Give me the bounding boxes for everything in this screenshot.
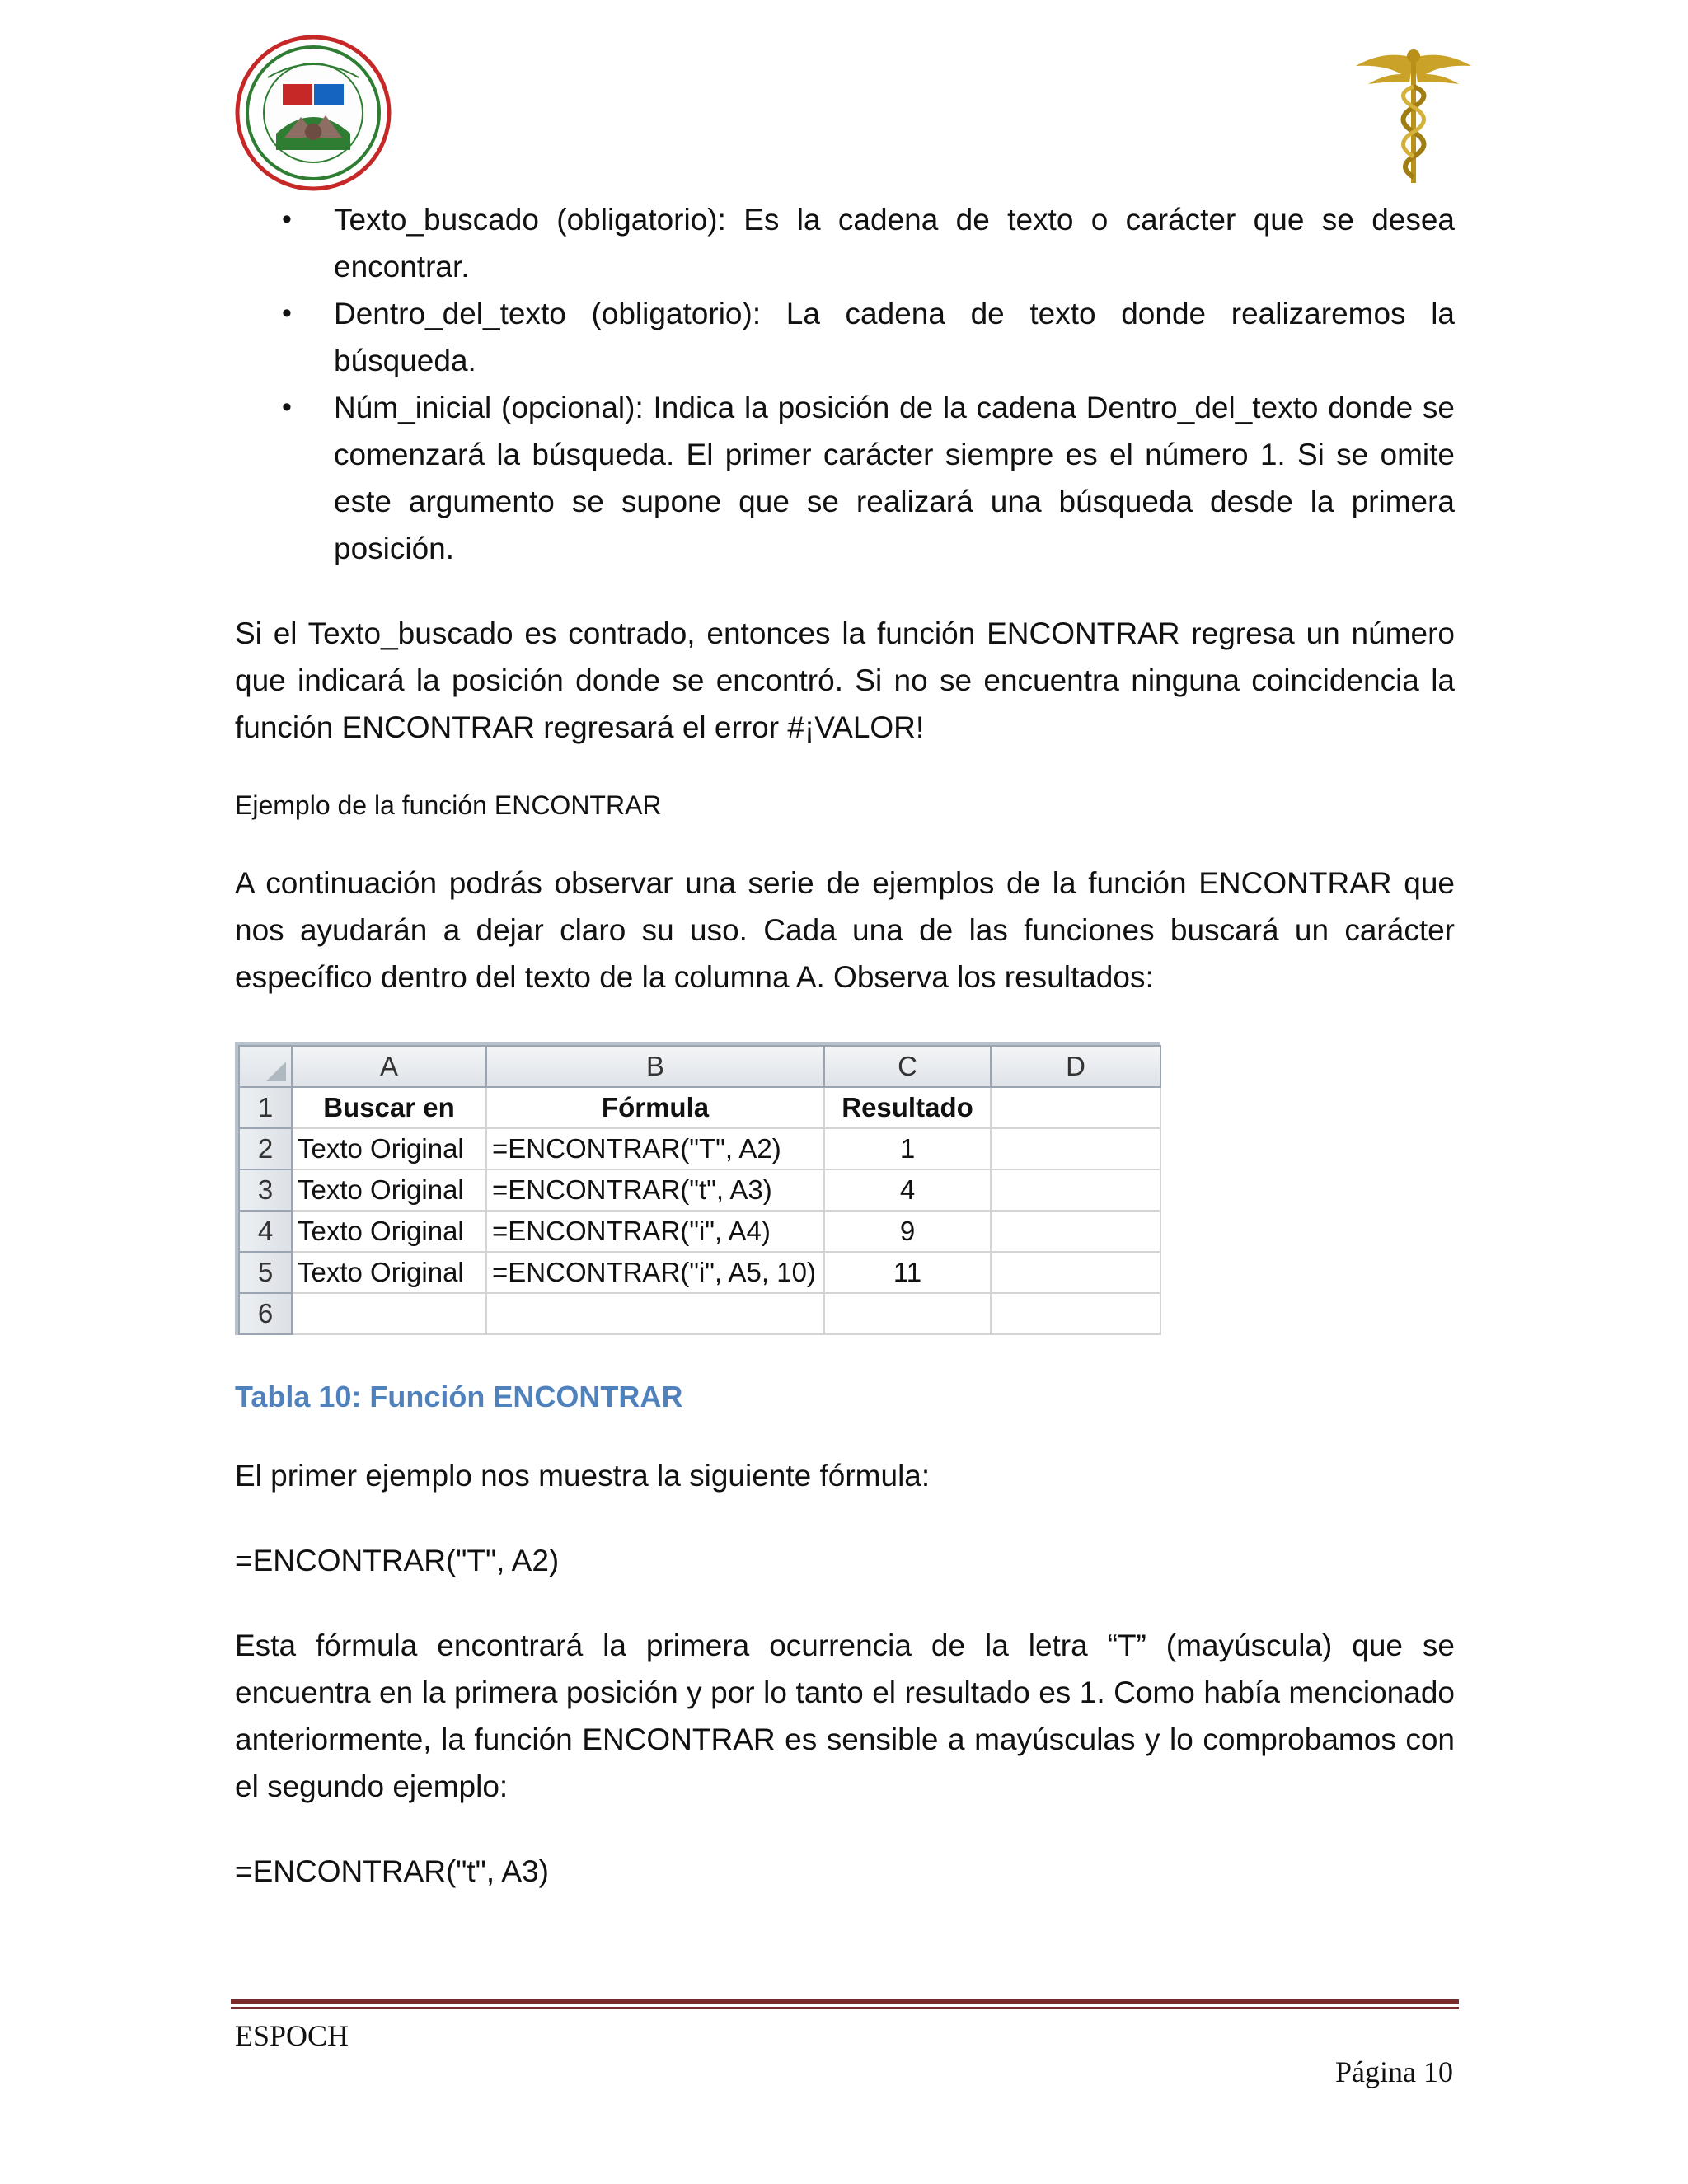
- table-row: [239, 1087, 1160, 1128]
- cell: [991, 1293, 1160, 1334]
- cell: 9: [824, 1211, 991, 1252]
- page-content: [235, 196, 1455, 1895]
- footer-divider: [231, 1999, 1459, 2004]
- corner-triangle-icon: [265, 1060, 288, 1083]
- table-row: [239, 1169, 1160, 1211]
- cell: =ENCONTRAR("t", A3): [486, 1169, 824, 1211]
- cell: Texto Original: [292, 1169, 486, 1211]
- cell: Texto Original: [292, 1252, 486, 1293]
- paragraph-first-example: El primer ejemplo nos muestra la siguiente fórmula:: [235, 1459, 931, 1493]
- column-header-b: B: [486, 1046, 824, 1087]
- formula-line: =ENCONTRAR("T", A2): [235, 1544, 560, 1577]
- section-heading: Ejemplo de la función ENCONTRAR: [235, 790, 662, 820]
- cell: =ENCONTRAR("T", A2): [486, 1128, 824, 1169]
- row-number: 5: [239, 1252, 292, 1293]
- list-item: • Dentro_del_texto (obligatorio): La cadena de texto donde realizaremos la búsqueda.: [235, 290, 1455, 384]
- cell: Resultado: [824, 1087, 991, 1128]
- cell: [991, 1087, 1160, 1128]
- select-all-corner: [239, 1046, 292, 1087]
- cell: [991, 1128, 1160, 1169]
- caduceus-logo: [1352, 41, 1475, 185]
- table-caption: Tabla 10: Función ENCONTRAR: [235, 1380, 683, 1413]
- cell: =ENCONTRAR("i", A5, 10): [486, 1252, 824, 1293]
- paragraph-case-sensitive: Esta fórmula encontrará la primera ocurrencia de la letra “T” (mayúscula) que se encuentra en la primera posición y por lo tanto el resultado es 1. Como había mencionado anteriormente, la función ENCONTRAR es sensible a mayúsculas y lo comprobamos con el segundo ejemplo:: [235, 1629, 1455, 1803]
- cell: 11: [824, 1252, 991, 1293]
- cell: Texto Original: [292, 1211, 486, 1252]
- cell: [991, 1169, 1160, 1211]
- cell: =ENCONTRAR("i", A4): [486, 1211, 824, 1252]
- column-header-a: A: [292, 1046, 486, 1087]
- espoch-seal-logo: [235, 35, 392, 191]
- cell: [486, 1293, 824, 1334]
- argument-list: [235, 196, 1455, 572]
- list-item: • Núm_inicial (opcional): Indica la posición de la cadena Dentro_del_texto donde se comenzará la búsqueda. El primer carácter siempre es el número 1. Si se omite este argumento se supone que se realizará una búsqueda desde la primera posición.: [235, 384, 1455, 572]
- table-row: [239, 1252, 1160, 1293]
- list-item: • Texto_buscado (obligatorio): Es la cadena de texto o carácter que se desea encontrar.: [235, 196, 1455, 290]
- row-number: 6: [239, 1293, 292, 1334]
- cell: [824, 1293, 991, 1334]
- footer-divider: [231, 2007, 1459, 2009]
- table-row: [239, 1211, 1160, 1252]
- column-header-c: C: [824, 1046, 991, 1087]
- row-number: 2: [239, 1128, 292, 1169]
- page-number: Página 10: [1335, 2055, 1453, 2088]
- cell: Fórmula: [486, 1087, 824, 1128]
- table-row: [239, 1128, 1160, 1169]
- cell: [292, 1293, 486, 1334]
- cell: Texto Original: [292, 1128, 486, 1169]
- cell: 1: [824, 1128, 991, 1169]
- cell: [991, 1252, 1160, 1293]
- footer-institution: ESPOCH: [235, 2019, 349, 2052]
- cell: [991, 1211, 1160, 1252]
- cell: 4: [824, 1169, 991, 1211]
- paragraph-examples-intro: A continuación podrás observar una serie de ejemplos de la función ENCONTRAR que nos ayudarán a dejar claro su uso. Cada una de las funciones buscará un carácter específico dentro del texto de la columna A. Observa los resultados:: [235, 866, 1455, 994]
- row-number: 4: [239, 1211, 292, 1252]
- cell: Buscar en: [292, 1087, 486, 1128]
- row-number: 1: [239, 1087, 292, 1128]
- formula-line: =ENCONTRAR("t", A3): [235, 1854, 549, 1888]
- column-header-d: D: [991, 1046, 1160, 1087]
- paragraph-result-explanation: Si el Texto_buscado es contrado, entonces la función ENCONTRAR regresa un número que indicará la posición donde se encontró. Si no se encuentra ninguna coincidencia la función ENCONTRAR regresará el error #¡VALOR!: [235, 616, 1455, 744]
- row-number: 3: [239, 1169, 292, 1211]
- spreadsheet-screenshot: [235, 1042, 1160, 1335]
- table-row: [239, 1293, 1160, 1334]
